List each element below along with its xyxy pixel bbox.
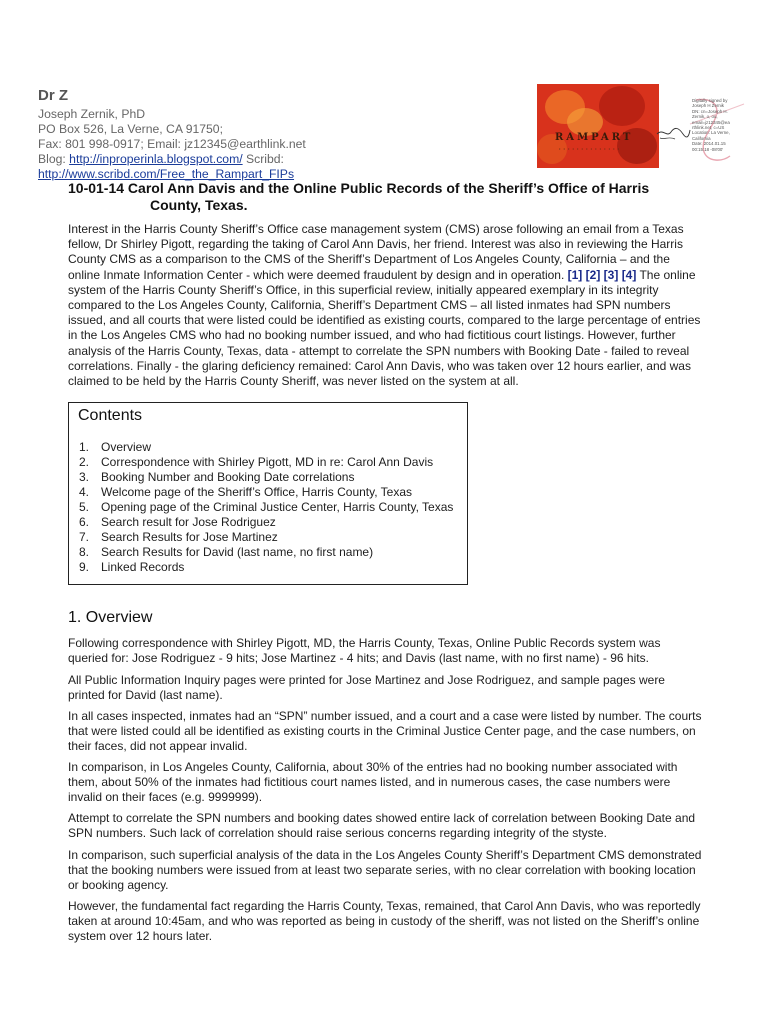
- contents-item[interactable]: 5. Opening page of the Criminal Justice Center, Harris County, Texas: [79, 500, 454, 514]
- contents-title: Contents: [78, 407, 143, 424]
- overview-paragraph: Attempt to correlate the SPN numbers and booking dates showed entire lack of correlation between Booking Date and SPN numbers. Such lack of correlation should raise serious concerns regarding integrity of the styste.: [68, 811, 696, 841]
- overview-paragraph: In comparison, such superficial analysis of the data in the Los Angeles County Sheriff’s Department CMS demonstrated that the booking numbers were issued from at least two separate series, with no clear correlation with booking location or booking agency.: [68, 848, 702, 893]
- contents-item[interactable]: 1. Overview: [79, 440, 152, 454]
- author-contact: Fax: 801 998-0917; Email: jz12345@earthlink.net: [38, 137, 306, 151]
- contents-item[interactable]: 7. Search Results for Jose Martinez: [79, 530, 278, 544]
- overview-paragraph: All Public Information Inquiry pages were printed for Jose Martinez and Jose Rodriguez, and sample pages were printed for David (last name).: [68, 673, 665, 703]
- letterhead: [38, 88, 538, 182]
- document-title-line1: 10-01-14 Carol Ann Davis and the Online Public Records of the Sheriff’s Office of Harris: [68, 180, 650, 196]
- intro-paragraph: Interest in the Harris County Sheriff’s Office case management system (CMS) arose following an email from a Texas fellow, Dr Shirley Pigott, regarding the taking of Carol Ann Davis, her friend. Interest was also in reviewing the Harris County CMS as a comparison to the CMS of the Sheriff’s Department of Los Angeles County, California – and the online Inmate Information Center - which were deemed fraudulent by design and in operation. [1] [2] [3] [4] The online system of the Harris County Sheriff’s Office, in this superficial review, initially appeared exemplary in its integrity compared to the Los Angeles County, California, Sheriff’s Department CMS – all listed inmates had SPN numbers issued, and all courts that were listed could be identified as existing courts, compared to the large percentage of entries in the Los Angeles CMS who had no booking number issued, and who had fictitious court listings. However, further analysis of the Harris County, Texas, data - attempt to correlate the SPN numbers with Booking Date - failed to reveal correlations. Finally - the glaring deficiency remained: Carol Ann Davis, who was taken over 12 hours earlier, and was claimed to be held by the Harris County Sheriff, was never listed on the system at all.: [68, 222, 701, 389]
- footnote-ref-2[interactable]: [2]: [585, 267, 601, 282]
- blog-label: Blog:: [38, 152, 66, 166]
- author-name: Joseph Zernik, PhD: [38, 107, 146, 121]
- author-address: PO Box 526, La Verne, CA 91750;: [38, 122, 223, 136]
- blog-link[interactable]: http://inproperinla.blogspot.com/: [69, 152, 243, 166]
- digital-signature-info: Digitally signed by Joseph H Zernik DN: cn=Joseph H. Zernik, o, ou, email=jz12345@ea rthlink.net, c=US Location: La Verne, California Date: 2014.01.15 00:15:18 -08'00': [692, 98, 730, 152]
- overview-paragraph: However, the fundamental fact regarding the Harris County, Texas, remained, that Carol Ann Davis, who was reportedly taken at around 10:45am, and who was reported as being in custody of the sheriff, was not listed on the Sheriff’s online system over 12 hours later.: [68, 899, 701, 944]
- author-nickname: Dr Z: [38, 87, 68, 104]
- document-title: [68, 180, 708, 214]
- rampart-logo-text: RAMPART: [555, 132, 634, 143]
- contents-list: [79, 440, 453, 575]
- scribd-label: Scribd:: [246, 152, 284, 166]
- contents-item[interactable]: 4. Welcome page of the Sheriff’s Office, Harris County, Texas: [79, 485, 413, 499]
- overview-paragraph: Following correspondence with Shirley Pigott, MD, the Harris County, Texas, Online Public Records system was queried for: Jose Rodriguez - 9 hits; Jose Martinez - 4 hits; and Davis (last name, with no first name) - 96 hits.: [68, 636, 661, 666]
- contents-item[interactable]: 3. Booking Number and Booking Date correlations: [79, 470, 355, 484]
- document-title-line2: County, Texas.: [150, 197, 248, 213]
- overview-paragraph: In comparison, in Los Angeles County, California, about 30% of the entries had no booking number associated with them, about 50% of the inmates had fictitious court names listed, and in numerous cases, the case numbers were invalid on their faces (e.g. 9999999).: [68, 760, 678, 805]
- contents-item[interactable]: 2. Correspondence with Shirley Pigott, MD in re: Carol Ann Davis: [79, 455, 434, 469]
- footnote-ref-1[interactable]: [1]: [567, 267, 583, 282]
- rampart-logo: [537, 84, 659, 168]
- scribd-link[interactable]: http://www.scribd.com/Free_the_Rampart_FIPs: [38, 167, 295, 181]
- overview-heading: 1. Overview: [68, 609, 153, 626]
- rampart-logo-subtext: • • • • • • • • • • • • • •: [559, 146, 621, 151]
- contents-item[interactable]: 6. Search result for Jose Rodriguez: [79, 515, 276, 529]
- contents-item[interactable]: 9. Linked Records: [79, 560, 185, 574]
- overview-paragraph: In all cases inspected, inmates had an “SPN” number issued, and a court and a case were listed by number. The courts that were listed could all be identified as existing courts in the Criminal Justice Center page, and the case numbers, on their faces, did not appear invalid.: [68, 709, 702, 754]
- contents-item[interactable]: 8. Search Results for David (last name, no first name): [79, 545, 374, 559]
- table-of-contents: [68, 402, 468, 585]
- footnote-ref-3[interactable]: [3]: [603, 267, 619, 282]
- footnote-ref-4[interactable]: [4]: [621, 267, 637, 282]
- author-links: [38, 152, 538, 182]
